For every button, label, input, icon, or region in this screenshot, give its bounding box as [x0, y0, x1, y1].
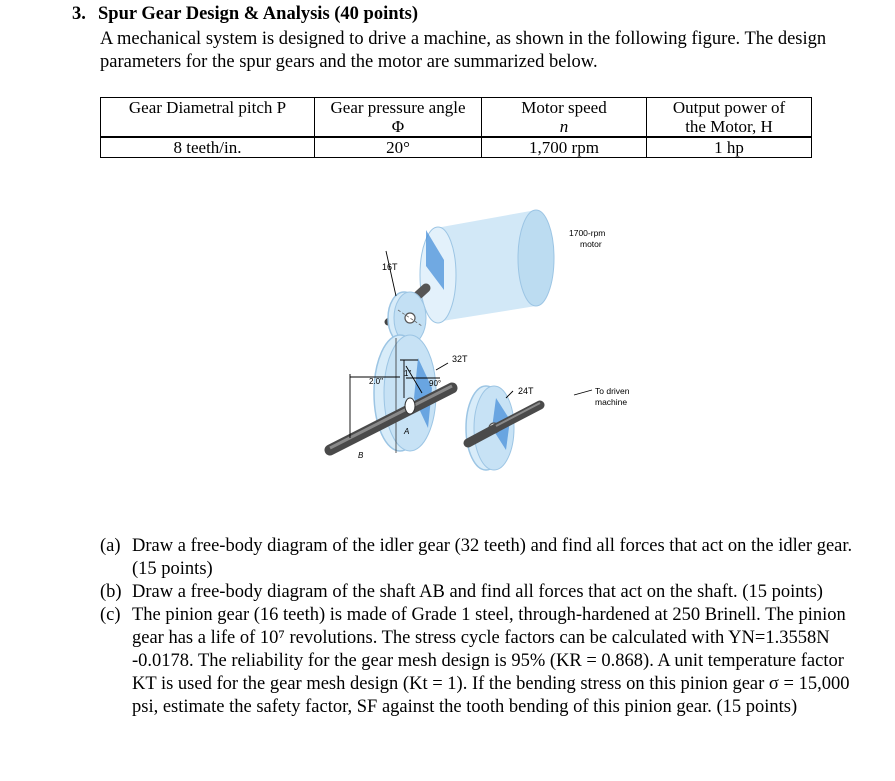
dim-1in: 1"	[404, 369, 412, 378]
task-a-text: Draw a free-body diagram of the idler gear (32 teeth) and find all forces that act on the idler gear. (15 points)	[132, 536, 853, 579]
header-pitch-line1: Gear Diametral pitch P	[128, 98, 287, 117]
task-item	[100, 581, 870, 604]
value-motor-speed: 1,700 rpm	[482, 137, 647, 158]
table-header-row	[101, 98, 812, 138]
question-title	[72, 4, 418, 25]
header-pressure-line2: Φ	[391, 117, 405, 136]
table-value-row	[101, 137, 812, 158]
parameters-table	[100, 97, 812, 158]
value-pressure-angle: 20°	[315, 137, 482, 158]
task-list	[100, 535, 870, 719]
angle-label: 90°	[429, 379, 442, 388]
header-power-line2: the Motor, H	[685, 117, 773, 136]
task-b-text: Draw a free-body diagram of the shaft AB and find all forces that act on the shaft. (15 points)	[132, 582, 823, 602]
point-a-label: A	[404, 427, 410, 436]
value-power: 1 hp	[647, 137, 812, 158]
header-cell-pressure-angle	[315, 98, 482, 138]
dim-2in: 2.0"	[369, 377, 383, 386]
gear-train-figure	[318, 188, 638, 473]
header-pressure-line1: Gear pressure angle	[330, 98, 466, 117]
task-item	[100, 535, 870, 581]
point-b-label: B	[358, 451, 364, 460]
question-intro: A mechanical system is designed to drive a machine, as shown in the following figure. The design parameters for the spur gears and the motor are summarized below.	[100, 29, 827, 72]
task-b-label: (b)	[100, 582, 122, 602]
motor	[420, 210, 554, 323]
header-cell-power	[647, 98, 812, 138]
header-power-line1: Output power of	[672, 98, 786, 117]
motor-label-2: motor	[580, 239, 602, 249]
pinion-label: 16T	[382, 262, 398, 272]
task-c-text: The pinion gear (16 teeth) is made of Grade 1 steel, through-hardened at 250 Brinell. The pinion gear has a life of 10⁷ revolutions. The stress cycle factors can be calculated with YN=1.3558N -0.0178. The reliability for the gear mesh design is 95% (KR = 0.868). A unit temperature factor KT is used for the gear mesh design (Kt = 1). If the bending stress on this pinion gear σ = 15,000 psi, estimate the safety factor, SF against the tooth bending of this pinion gear. (15 points)	[132, 605, 850, 717]
driven-label-2: machine	[595, 397, 628, 407]
task-item	[100, 604, 870, 719]
header-cell-pitch	[101, 98, 315, 138]
task-a-label: (a)	[100, 536, 121, 556]
header-speed-line1: Motor speed	[521, 98, 607, 117]
value-pitch: 8 teeth/in.	[101, 137, 315, 158]
motor-label-1: 1700-rpm	[569, 228, 606, 238]
question-title-text: Spur Gear Design & Analysis (40 points)	[98, 4, 419, 24]
question-number: 3.	[72, 4, 86, 24]
header-cell-motor-speed	[482, 98, 647, 138]
header-speed-line2: n	[559, 117, 569, 136]
driven-label-1: To driven	[595, 386, 630, 396]
task-c-label: (c)	[100, 605, 121, 625]
output-gear-label: 24T	[518, 386, 534, 396]
idler-label: 32T	[452, 354, 468, 364]
